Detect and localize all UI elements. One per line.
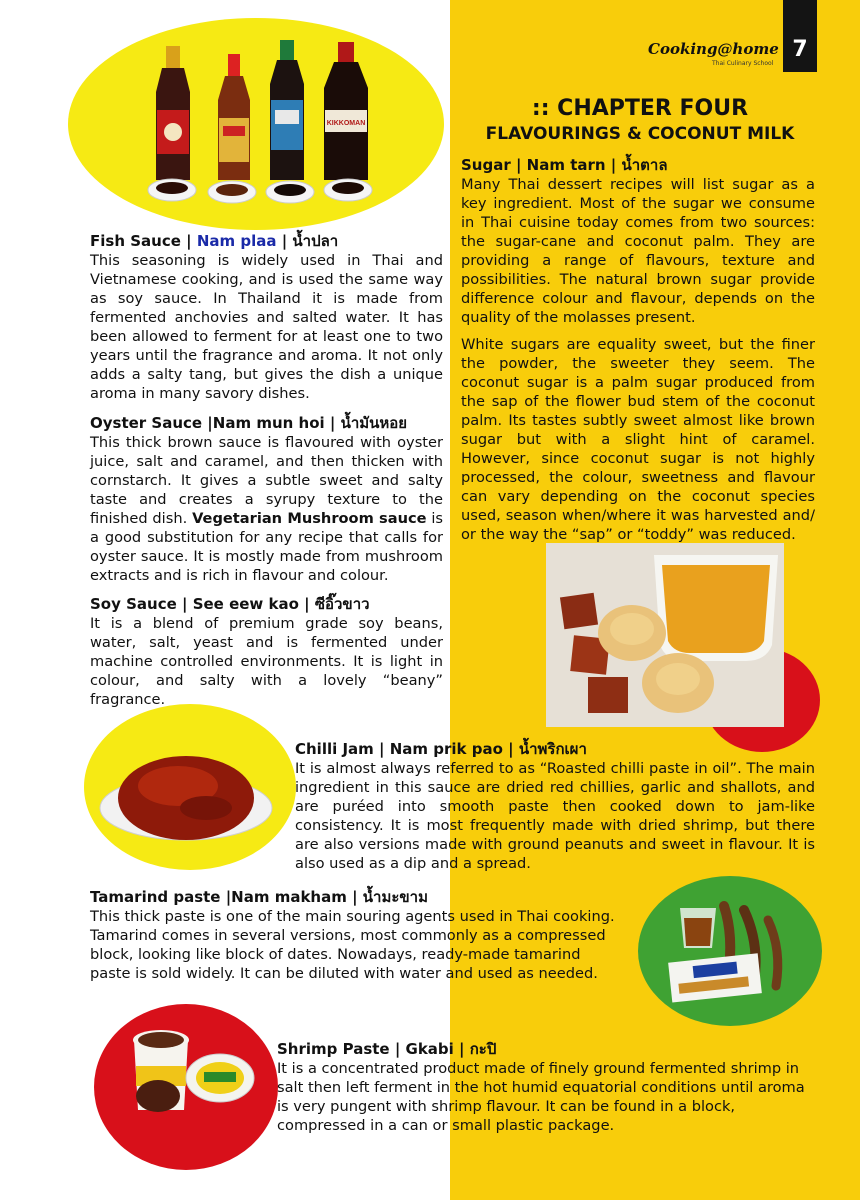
chilli-jam-section [295,740,815,873]
tamarind-heading: Tamarind paste |Nam makham | น้ำมะขาม [90,888,428,906]
chapter-subtitle: FLAVOURINGS & COCONUT MILK [485,124,795,144]
kikkoman-bottle-icon [324,42,368,180]
chilli-jam-heading: Chilli Jam | Nam prik pao | น้ำพริกเผา [295,740,587,758]
oyster-sauce-heading: Oyster Sauce |Nam mun hoi | น้ำมันหอย [90,414,408,432]
sauce-dishes-icon [148,179,372,203]
sugar-section [461,156,815,544]
soy-sauce-bottle-icon [270,40,304,180]
kikkoman-label: KIKKOMAN [326,120,366,127]
chilli-jam-body: It is almost always referred to as “Roasted chilli paste in oil”. The main ingredient in this sauce are dried red chillies, garlic and shallots, and are puréed into smooth paste then cooked down to jam-like consistency. It is most frequently made with dried shrimp, but there are also versions made with ground peanuts and sweet in flavour. It is also used as a dip and a spread. [295,760,815,872]
oyster-sauce-body [90,433,443,585]
shrimp-paste-section [277,1040,815,1135]
tamarind-body: This thick paste is one of the main souring agents used in Thai cooking. Tamarind comes in several versions, most commonly as a compressed block, looking like block of dates. Nowadays, ready-made tamarind paste is sold widely. It can be diluted with water and used as needed. [90,908,615,982]
page-number: 7 [783,0,817,72]
shrimp-paste-image [118,1014,258,1126]
soy-sauce-section [90,595,443,709]
fish-sauce-heading [90,232,443,251]
tamarind-image [664,896,800,1008]
fish-sauce-heading-name: Nam plaa [196,232,277,250]
oyster-sauce-section [90,414,443,585]
fish-sauce-heading-en: Fish Sauce | [90,232,197,250]
brand-subtitle: Thai Culinary School [712,60,774,67]
shrimp-paste-heading: Shrimp Paste | Gkabi | กะปิ [277,1040,497,1058]
oyster-sauce-body-part2: is a good substitution for any recipe that calls for oyster sauce. It is mostly made from mushroom extracts and is rich in flavour and colour. [90,510,443,584]
sugar-body-2: White sugars are equality sweet, but the finer the powder, the sweeter they seem. The coconut sugar is a palm sugar produced from the sap of the flower bud stem of the coconut palm. Its tastes subtly sweet almost like brown sugar but with a slight hint of caramel. However, since coconut sugar is not highly processed, the colour, sweetness and flavour can vary depending on the coconut species used, season when/where it was harvested and/ or the way the “sap” or “toddy” was reduced. [461,336,815,543]
sauce-bottles-image [140,40,390,215]
sugar-body-1: Many Thai dessert recipes will list sugar as a key ingredient. Most of the sugar we consume in Thai cuisine today comes from two sources: the sugar-cane and coconut palm. They are providing a range of flavours, texture and possibilities. The natural brown sugar provide difference colour and flavour, depends on the quality of the molasses present. [461,176,815,326]
fish-sauce-body: This seasoning is widely used in Thai and Vietnamese cooking, and is used the same way as soy sauce. In Thailand it is made from fermented anchovies and salted water. It has been allowed to ferment for at least one to two years until the fragrance and aroma. It not only adds a salty tang, but gives the dish a unique aroma in many savory dishes. [90,252,443,402]
oyster-sauce-body-bold: Vegetarian Mushroom sauce [192,510,427,527]
sugar-photo [546,543,784,727]
tamarind-section [90,888,620,983]
sugar-heading: Sugar | Nam tarn | น้ำตาล [461,156,668,174]
brand-logo-text: Cooking@home [648,40,779,58]
oyster-sauce-bottle-icon [156,46,190,180]
palm-sugar-icon [546,543,784,727]
fish-sauce-bottle-icon [218,54,250,180]
shrimp-paste-body: It is a concentrated product made of finely ground fermented shrimp in salt then left ferment in the hot humid equatorial conditions until aroma is very pungent with shrimp flavour. It can be found in a block, compressed in a can or small plastic package. [277,1060,805,1134]
fish-sauce-section [90,232,443,403]
fish-sauce-heading-thai: | น้ำปลา [276,232,339,250]
soy-sauce-body: It is a blend of premium grade soy beans, water, salt, yeast and is fermented under machine controlled environments. It is light in colour, and salty with a lovely “beany” fragrance. [90,615,443,708]
soy-sauce-heading: Soy Sauce | See eew kao | ซีอิ๊วขาว [90,595,370,613]
chilli-jam-bowl-image [96,738,276,846]
chapter-title: :: CHAPTER FOUR [531,96,749,121]
oyster-sauce-body-part1: This thick brown sauce is flavoured with oyster juice, salt and caramel, and then thicken with cornstarch. It gives a subtle sweet and salty taste and creates a syrupy texture to the finished dish. [90,434,443,527]
